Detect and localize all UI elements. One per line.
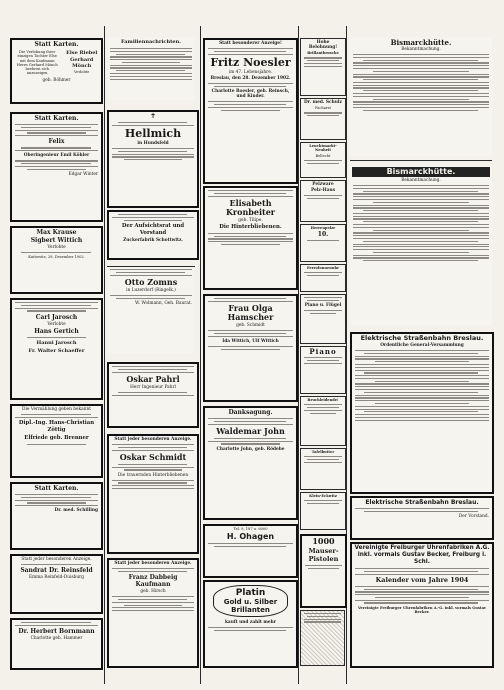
death-notice (107, 266, 195, 353)
death-notice (107, 434, 199, 554)
classified-ad (300, 264, 346, 292)
classified-ad (300, 346, 346, 394)
ad-name: Gerhard Mönch (70, 57, 94, 69)
ad-title: Tafelbutter (311, 450, 335, 454)
ad-subtitle: in Hundsfeld (137, 140, 169, 146)
ad-title: Leuchtmarkt-Neuheit (309, 144, 337, 153)
ad-name: Else Riebel (66, 50, 98, 56)
ad-title: Statt Karten. (34, 115, 79, 122)
ad-title: Statt jeder besonderen Anzeige. (21, 557, 92, 562)
ad-signature: Ida Wittich, Ulf Wittich (222, 338, 279, 344)
ad-name: Oskar Pahrl (126, 373, 180, 384)
ad-title: Statt Karten. (34, 485, 79, 492)
notice (10, 554, 103, 614)
ad-subtitle: Elfriede geb. Brenner (24, 435, 89, 442)
ad-title: Piano u. Flügel (304, 302, 342, 308)
ad-signature: Charlotte Roesler, geb. Reinsch, und Kinder. (211, 89, 290, 100)
ad-title: Hohe Belohnung! (308, 40, 338, 51)
thanks-notice (203, 406, 298, 520)
company-notice (350, 166, 492, 326)
ad-subtitle: Emma Reinfeld-Duisburg (29, 575, 84, 581)
ad-headline: Platin (235, 588, 266, 598)
ad-subtitle: in Luzerdorf (Ringelk.) (126, 287, 176, 293)
classified-ad (300, 492, 346, 530)
ad-title: Klein-Eckwitz (309, 494, 337, 498)
ad-title: Vereinigte Freiburger Uhrenfabriken A.G. inkl. vormals Gustav Becker, Freiburg i. Schl. (354, 545, 490, 565)
classified-ad (300, 38, 346, 96)
ad-subtitle: Verlobte (47, 321, 66, 327)
ad-title: Danksagung. (228, 409, 273, 416)
ad-name: Carl Jarosch (35, 313, 78, 321)
engagement-notice (10, 298, 103, 400)
ad-title: Piano (309, 347, 337, 356)
death-notice (107, 210, 199, 260)
ad-name: Elisabeth Kronbeiter (225, 197, 276, 217)
ad-subtitle: kauft und zahlt mehr (224, 620, 277, 625)
ad-footer: geb. Böhmer (42, 77, 71, 83)
ad-title: Bruchleidende! (307, 398, 339, 402)
cross-icon: ✝ (150, 112, 156, 120)
ad-headline: Gold u. Silber (223, 598, 278, 606)
ad-title: Dr. med. Schulz (304, 100, 342, 105)
ad-text: Die Verlobung ihrer einzigen Tochter Else mit dem Kaufmann Herrn Gerhard Mönch beehren sich anzuzeigen (16, 50, 58, 76)
classified-ad (300, 396, 346, 446)
ad-subtitle: Die trauernden Hinterbliebenen (117, 472, 189, 478)
ad-name: Fritz Noesler (210, 55, 291, 69)
classified-ad (300, 224, 346, 262)
ad-name: Otto Zomns (124, 276, 178, 287)
ad-signature: Dr. Herbert Bornmann (18, 627, 95, 635)
ad-title: Ferrofonnenuhr (306, 266, 339, 270)
ad-name: Frau Olga Hamscher (227, 302, 274, 322)
ad-name: Franz Dabbeig Kaufmann (128, 574, 178, 589)
ad-subtitle: geb. Tilipe. (238, 217, 263, 223)
ad-date: Breslau, den 28. Dezember 1902. (210, 75, 291, 81)
marriage-notice (10, 404, 103, 478)
ad-name: Hellmich (124, 126, 182, 140)
ad-title: Mauser-Pistolen (308, 547, 339, 563)
ad-name: Waldemar John (216, 425, 285, 436)
family-news (107, 38, 195, 100)
ad-name: Sandrat Dr. Reinsfeld (20, 567, 93, 575)
column-rule (298, 26, 299, 684)
newspaper-page (8, 26, 496, 684)
ad-name: Felix (48, 138, 65, 146)
ad-subtitle: im 47. Lebensjahre. (228, 69, 273, 75)
classified-ad (300, 294, 346, 344)
ad-subtitle: Kalender vom Jahre 1904 (375, 575, 469, 584)
column-rule (104, 26, 105, 684)
ad-title: Elektrische Straßenbahn Breslau. (360, 334, 484, 342)
ad-title: Statt jeder besonderen Anzeige. (114, 561, 192, 566)
death-notice (107, 362, 199, 428)
death-notice (107, 110, 199, 208)
ad-signature: Charlotte John, geb. Rödebe (216, 446, 285, 452)
ad-name: Fr. Walter Schaeffer (28, 347, 85, 354)
ad-subtitle: Ordentliche General-Versammlung (380, 343, 464, 348)
ad-signature: Edgar Winter (68, 171, 98, 177)
notice (10, 618, 103, 670)
ad-subtitle: Pelz-Haus (310, 188, 336, 194)
ad-headline: Brillanten (231, 606, 270, 614)
ad-subtitle: Oberingenieur Emil Köhler (23, 153, 90, 159)
ad-subtitle: Facharzt (315, 106, 331, 111)
ad-subtitle: Herr Ingenieur Pahrl (130, 384, 176, 390)
ad-name: Dipl.-Ing. Hans-Christian Zöttig (18, 420, 95, 434)
company-notice (350, 38, 492, 156)
ad-subtitle: Zuckerfabrik Schottwitz. (123, 237, 183, 243)
ad-subtitle: geb. Schmidt (236, 322, 265, 328)
death-notice (107, 558, 199, 668)
ad-title: Pelzware (312, 182, 334, 187)
classified-ad (300, 448, 346, 490)
clock-factory-notice (350, 542, 494, 668)
column-rule (200, 26, 201, 684)
ad-title: Der Aufsichtsrat und Vorstand (121, 222, 185, 236)
engagement-notice (10, 226, 103, 294)
business-ad (203, 524, 298, 578)
ad-name: Sigbert Wittich (30, 237, 83, 244)
ad-title: Statt jeder besonderen Anzeige. (114, 437, 192, 442)
birth-announcement (10, 112, 103, 222)
ad-name: Hanni Jarosch (36, 339, 77, 346)
ad-phone: Tel. 9, 187 u. 6000 (233, 527, 268, 531)
precious-metals-ad (203, 580, 298, 668)
notice (10, 482, 103, 550)
ad-subtitle: Verlobte (74, 70, 90, 74)
ad-title: Bismarckhütte. (352, 167, 490, 177)
engagement-notice (10, 38, 103, 104)
ad-brand: H. Ohagen (226, 532, 275, 542)
ad-subtitle: Brillantbrosche (307, 51, 339, 56)
classified-ad (300, 610, 345, 666)
death-notice (203, 294, 298, 402)
ad-headline: 1000 (312, 536, 335, 546)
ad-title: Max Krause (36, 229, 77, 236)
ad-name: Hans Gertich (34, 327, 79, 335)
classified-ad (300, 142, 346, 178)
ad-signature: Dr. med. Schilling (54, 508, 98, 514)
tramway-notice (350, 496, 494, 540)
classified-ad (300, 98, 346, 140)
ad-title: Statt Karten. (34, 41, 79, 48)
ad-heading: Die Hinterbliebenen. (219, 223, 282, 230)
ad-subtitle: geb. Hirsch (140, 589, 166, 595)
ad-subtitle: Bellecht (315, 153, 331, 158)
ad-title: Die Vermählung geben bekannt (22, 407, 91, 412)
section-divider (350, 160, 492, 161)
ad-title: Statt besonderer Anzeige! (219, 41, 282, 46)
ad-title: Familiennachrichten. (121, 39, 181, 45)
ad-footer: Vereinigte Freiburger Uhrenfabriken A.-G. inkl. vormals Gustav Becker. (357, 605, 487, 614)
ad-title: Herrenpelze (310, 226, 336, 230)
ad-name: Oskar Schmidt (119, 451, 187, 462)
tramway-notice (350, 332, 494, 494)
ad-date: Kattowitz, 28. Dezember 1902. (28, 255, 85, 260)
death-notice (203, 38, 298, 184)
ad-signature: W. Wolmann, Geh. Baurat. (134, 300, 192, 306)
ad-subtitle: Bekanntmachung. (401, 47, 441, 52)
ad-title: Bismarckhütte. (390, 38, 452, 47)
ad-subtitle: Bekanntmachung. (401, 178, 441, 183)
ad-signature: Der Vorstand. (458, 513, 489, 519)
ad-price: 10. (317, 231, 329, 239)
classified-ad (300, 180, 346, 222)
ad-title: Elektrische Straßenbahn Breslau. (365, 499, 479, 506)
pistol-ad (300, 534, 347, 608)
ad-subtitle: Charlotte geb. Hammer (30, 635, 83, 641)
death-notice (203, 186, 298, 290)
ad-subtitle: Verlobte (47, 245, 66, 250)
